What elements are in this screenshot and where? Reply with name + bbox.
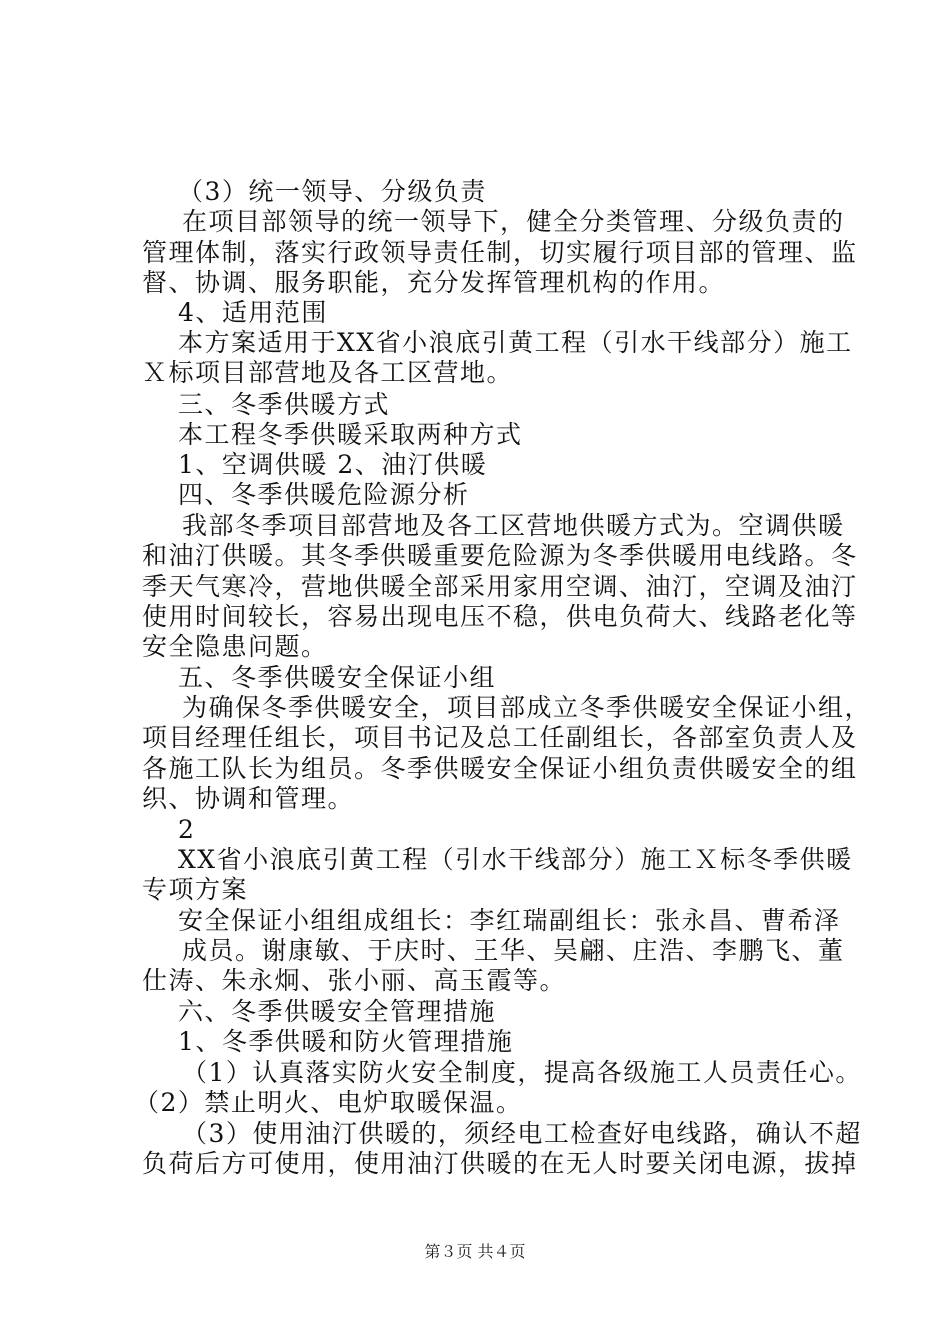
paragraph-line: 专项方案 xyxy=(142,875,249,904)
paragraph-line: 本方案适用于XX省小浪底引黄工程（引水干线部分）施工 xyxy=(178,328,853,357)
paragraph-line: （2）禁止明火、电炉取暖保温。 xyxy=(134,1088,523,1117)
page-footer: 第３页 共４页 xyxy=(424,1242,526,1261)
paragraph-line: （1）认真落实防火安全制度，提高各级施工人员责任心。 xyxy=(182,1058,862,1087)
paragraph-line: 在项目部领导的统一领导下，健全分类管理、分级负责的 xyxy=(182,207,845,236)
paragraph-line: 安全保证小组组成组长：李红瑞副组长：张永昌、曹希泽 xyxy=(178,906,841,935)
page-number-inline: 2 xyxy=(178,815,196,844)
section-heading: 4、适用范围 xyxy=(178,298,328,327)
paragraph-line: 使用时间较长，容易出现电压不稳，供电负荷大、线路老化等 xyxy=(142,602,858,631)
section-heading: 六、冬季供暖安全管理措施 xyxy=(178,997,497,1026)
paragraph-line: 安全隐患问题。 xyxy=(142,632,328,661)
paragraph-line: 负荷后方可使用，使用油汀供暖的在无人时要关闭电源，拔掉 xyxy=(142,1149,858,1178)
paragraph-line: 仕涛、朱永炯、张小丽、高玉霞等。 xyxy=(142,966,567,995)
paragraph-line: 各施工队长为组员。冬季供暖安全保证小组负责供暖安全的组 xyxy=(142,754,858,783)
paragraph-line: XX省小浪底引黄工程（引水干线部分）施工Ｘ标冬季供暖 xyxy=(178,845,853,874)
paragraph-line: 我部冬季项目部营地及各工区营地供暖方式为。空调供暖 xyxy=(182,511,845,540)
paragraph-line: 本工程冬季供暖采取两种方式 xyxy=(178,420,523,449)
section-heading: （3）统一领导、分级负责 xyxy=(178,177,487,206)
paragraph-line: 织、协调和管理。 xyxy=(142,784,355,813)
paragraph-line: 季天气寒冷，营地供暖全部采用家用空调、油汀，空调及油汀 xyxy=(142,572,858,601)
paragraph-line: 为确保冬季供暖安全，项目部成立冬季供暖安全保证小组， xyxy=(182,693,872,722)
paragraph-line: 和油汀供暖。其冬季供暖重要危险源为冬季供暖用电线路。冬 xyxy=(142,541,858,570)
paragraph-line: Ｘ标项目部营地及各工区营地。 xyxy=(142,358,514,387)
paragraph-line: 管理体制，落实行政领导责任制，切实履行项目部的管理、监 xyxy=(142,238,858,267)
section-heading: 五、冬季供暖安全保证小组 xyxy=(178,663,497,692)
section-heading: 1、冬季供暖和防火管理措施 xyxy=(178,1027,514,1056)
section-heading: 三、冬季供暖方式 xyxy=(178,390,391,419)
paragraph-line: 项目经理任组长，项目书记及总工任副组长，各部室负责人及 xyxy=(142,723,858,752)
paragraph-line: （3）使用油汀供暖的，须经电工检查好电线路，确认不超 xyxy=(182,1119,862,1148)
paragraph-line: 督、协调、服务职能，充分发挥管理机构的作用。 xyxy=(142,268,726,297)
paragraph-line: 成员。谢康敏、于庆时、王华、吴翩、庄浩、李鹏飞、董 xyxy=(182,936,845,965)
paragraph-line: 1、空调供暖 2、油汀供暖 xyxy=(178,450,488,479)
section-heading: 四、冬季供暖危险源分析 xyxy=(178,480,470,509)
